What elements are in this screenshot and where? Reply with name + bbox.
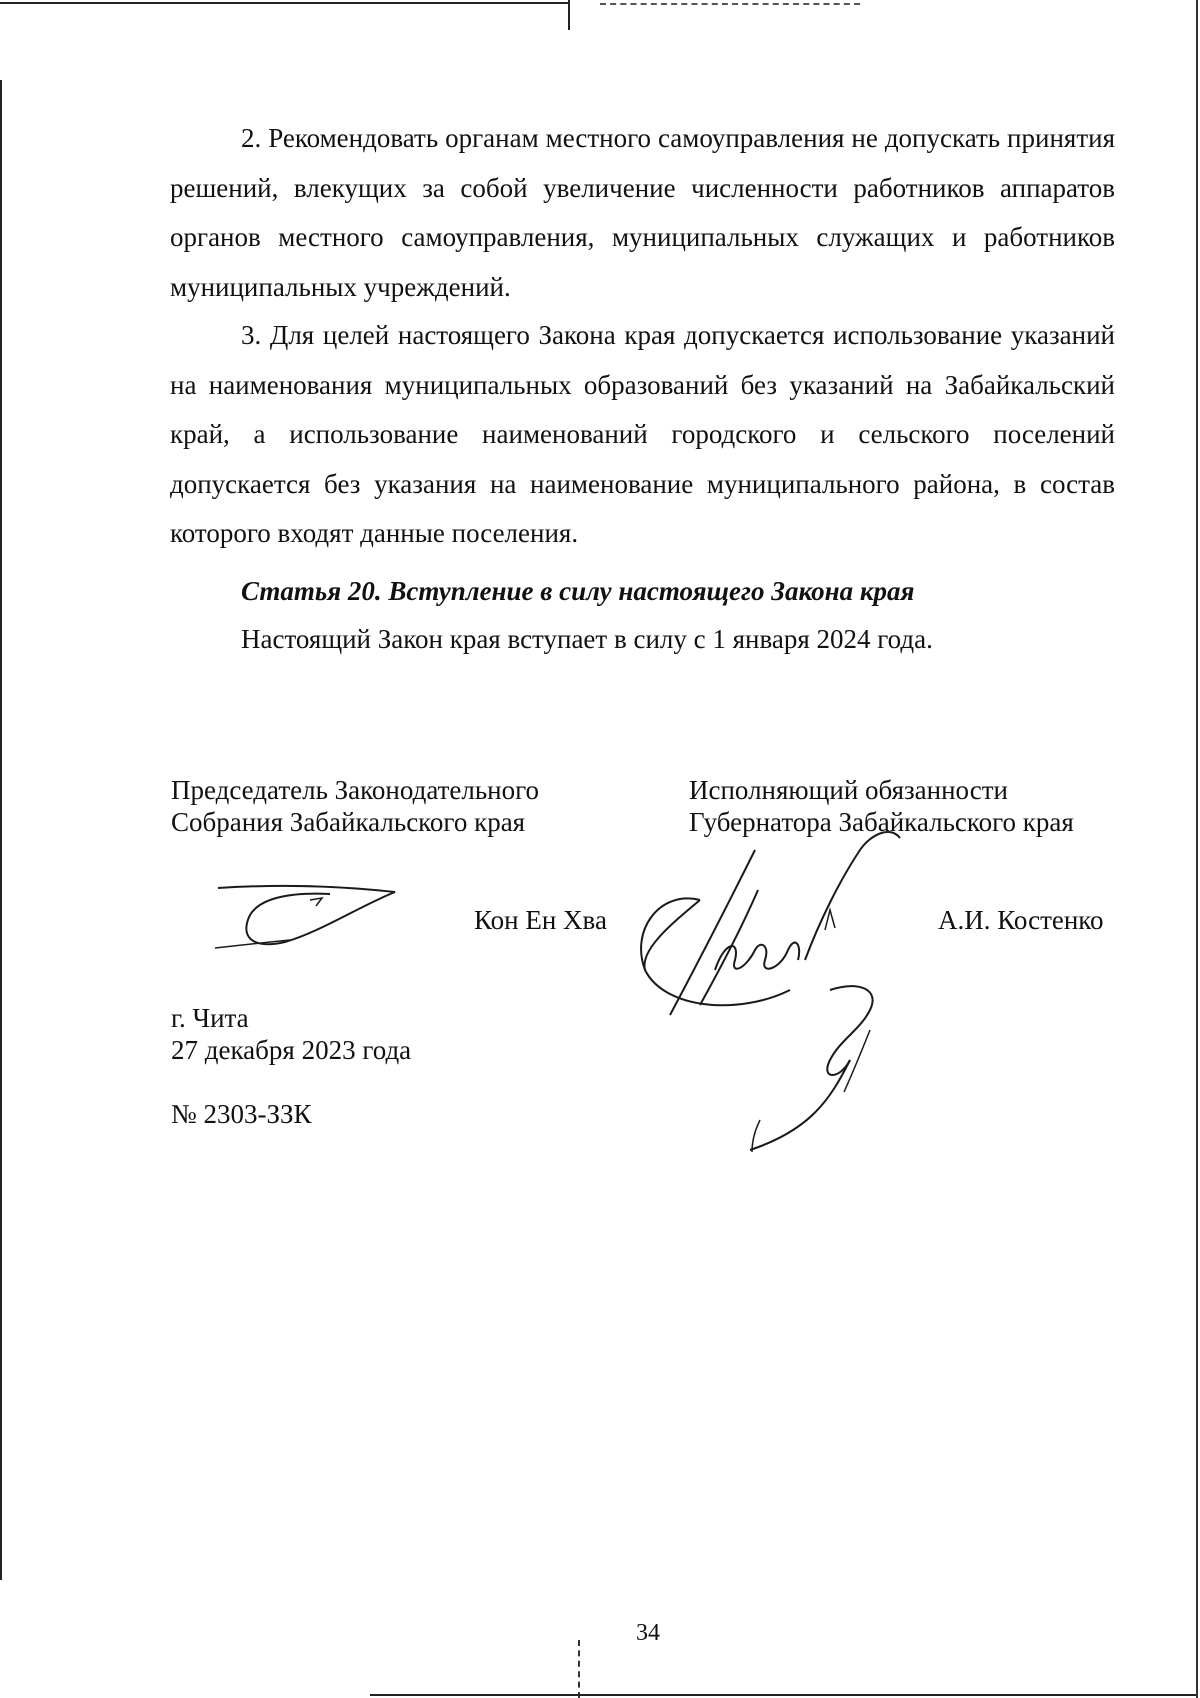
right-signatory-name: А.И. Костенко	[938, 905, 1104, 935]
article-text: Настоящий Закон края вступает в силу с 1 января 2024 года.	[241, 624, 933, 654]
scan-top-line	[0, 2, 570, 4]
scan-edge-left	[0, 80, 2, 1580]
document-number: № 2303-ЗЗК	[171, 1099, 312, 1129]
left-signatory-position-line2: Собрания Забайкальского края	[171, 807, 526, 837]
scan-bottom-line	[370, 1694, 1196, 1696]
scan-edge-right	[1196, 0, 1198, 1698]
scan-bottom-tick	[578, 1640, 582, 1698]
signing-date: 27 декабря 2023 года	[171, 1035, 412, 1065]
signing-city: г. Чита	[171, 1003, 249, 1033]
scan-top-tick	[568, 0, 570, 30]
left-signature	[210, 880, 410, 960]
page-number: 34	[636, 1620, 660, 1646]
left-signatory-name: Кон Ен Хва	[474, 905, 607, 935]
right-signatory-position-line2: Губернатора Забайкальского края	[689, 807, 1074, 837]
left-signatory-position-line1: Председатель Законодательного	[171, 775, 540, 805]
paragraph-3: 3. Для целей настоящего Закона края допускается использование указаний на наименования муниципальных образований без указаний на Забайкальский край, а использование наименований городского и сельского поселений допускается без указания на наименование муниципального района, в состав которого входят данные поселения.	[170, 320, 1115, 548]
right-signature	[630, 830, 960, 1160]
right-signatory-position-line1: Исполняющий обязанности	[689, 775, 1008, 805]
scan-top-dashes	[600, 3, 860, 5]
article-title: Статья 20. Вступление в силу настоящего Закона края	[241, 576, 915, 606]
paragraph-2: 2. Рекомендовать органам местного самоуправления не допускать принятия решений, влекущих за собой увеличение численности работников аппаратов органов местного самоуправления, муниципальных служащих и работников муниципальных учреждений.	[170, 123, 1115, 302]
